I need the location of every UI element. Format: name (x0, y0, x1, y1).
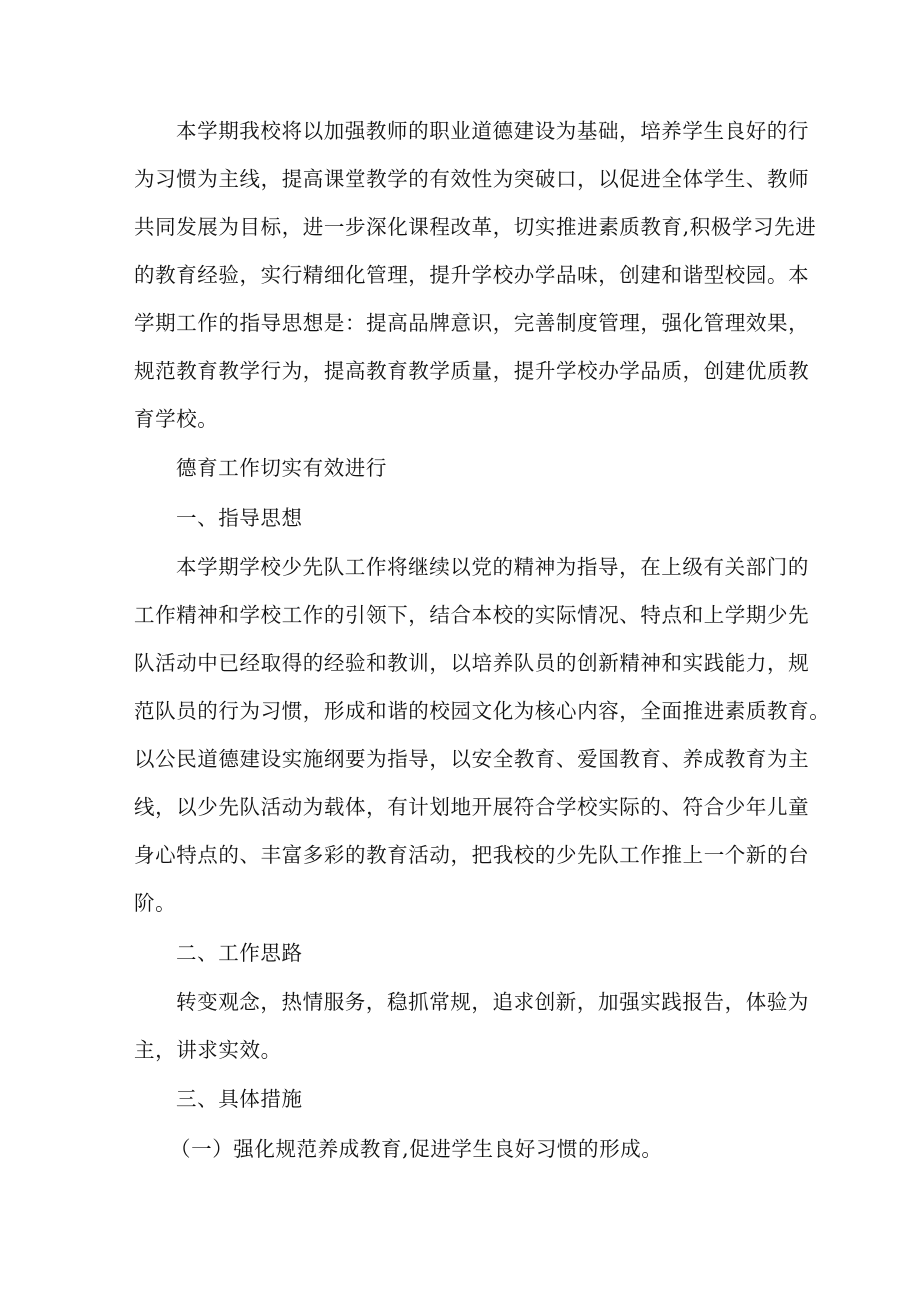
guiding-line: 身心特点的、丰富多彩的教育活动，把我校的少先队工作推上一个新的台 (134, 843, 810, 867)
guiding-line: 以公民道德建设实施纲要为指导，以安全教育、爱国教育、养成教育为主 (134, 747, 810, 771)
approach-line: 转变观念，热情服务，稳抓常规，追求创新，加强实践报告，体验为 (176, 990, 809, 1014)
guiding-line: 队活动中已经取得的经验和教训，以培养队员的创新精神和实践能力，规 (134, 651, 810, 675)
guiding-line: 线，以少先队活动为载体，有计划地开展符合学校实际的、符合少年儿童 (134, 795, 810, 819)
heading-guiding-principles: 一、指导思想 (176, 506, 303, 530)
intro-line: 的教育经验，实行精细化管理，提升学校办学品味，创建和谐型校园。本 (134, 263, 810, 287)
intro-line: 育学校。 (134, 407, 219, 431)
heading-work-approach: 二、工作思路 (176, 941, 303, 965)
guiding-line: 工作精神和学校工作的引领下，结合本校的实际情况、特点和上学期少先 (134, 603, 810, 627)
heading-specific-measures: 三、具体措施 (176, 1087, 303, 1111)
intro-line: 学期工作的指导思想是：提高品牌意识，完善制度管理，强化管理效果， (134, 311, 810, 335)
intro-line: 规范教育教学行为，提高教育教学质量，提升学校办学品质，创建优质教 (134, 359, 810, 383)
measure-item: （一）强化规范养成教育,促进学生良好习惯的形成。 (170, 1137, 663, 1161)
guiding-line: 范队员的行为习惯，形成和谐的校园文化为核心内容，全面推进素质教育。 (134, 699, 831, 723)
section-title: 德育工作切实有效进行 (176, 456, 387, 480)
guiding-line: 本学期学校少先队工作将继续以党的精神为指导，在上级有关部门的 (176, 555, 809, 579)
intro-line: 共同发展为目标，进一步深化课程改革，切实推进素质教育,积极学习先进 (134, 215, 817, 239)
intro-line: 为习惯为主线，提高课堂教学的有效性为突破口，以促进全体学生、教师 (134, 167, 810, 191)
intro-line: 本学期我校将以加强教师的职业道德建设为基础，培养学生良好的行 (176, 119, 809, 143)
approach-line: 主，讲求实效。 (134, 1038, 282, 1062)
guiding-line: 阶。 (134, 891, 177, 915)
